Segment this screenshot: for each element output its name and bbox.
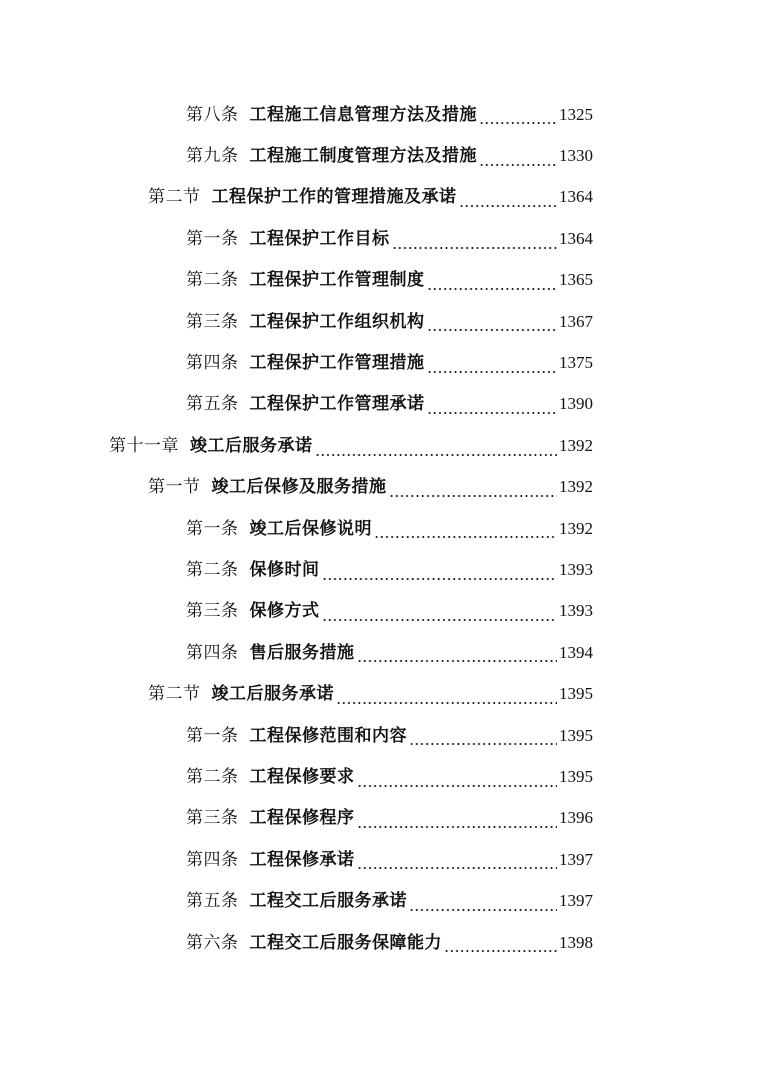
toc-entry-page: 1396 (559, 808, 593, 828)
toc-entry-number: 第五条 (186, 891, 239, 912)
toc-entry-page: 1364 (559, 228, 593, 248)
toc-entry-page: 1375 (559, 353, 593, 373)
toc-leader-dots (374, 535, 557, 539)
toc-entry-title: 竣工后服务承诺 (190, 435, 313, 456)
toc-entry-title: 工程保修程序 (249, 808, 355, 829)
toc-entry-title: 竣工后保修说明 (249, 518, 372, 539)
toc-leader-dots (322, 577, 558, 581)
toc-entry-page: 1398 (559, 932, 593, 952)
toc-leader-dots (336, 701, 557, 705)
toc-entry[interactable] (0, 94, 761, 135)
toc-entry-title: 工程保护工作的管理措施及承诺 (211, 187, 457, 208)
toc-entry[interactable] (0, 218, 761, 259)
toc-entry-title: 工程施工信息管理方法及措施 (249, 104, 477, 125)
toc-entry-number: 第二节 (148, 684, 201, 705)
toc-entry-title: 工程保护工作目标 (249, 228, 390, 249)
toc-entry[interactable] (0, 135, 761, 176)
toc-entry-number: 第二条 (186, 270, 239, 291)
toc-entry-number: 第三条 (186, 808, 239, 829)
toc-leader-dots (427, 370, 558, 374)
toc-entry-title: 竣工后保修及服务措施 (211, 477, 387, 498)
toc-entry-number: 第三条 (186, 311, 239, 332)
toc-leader-dots (357, 825, 558, 829)
toc-entry-number: 第六条 (186, 932, 239, 953)
toc-entry-number: 第四条 (186, 353, 239, 374)
toc-entry-page: 1390 (559, 394, 593, 414)
toc-entry-title: 保修方式 (249, 601, 320, 622)
toc-entry-number: 第二条 (186, 559, 239, 580)
toc-leader-dots (427, 287, 558, 291)
toc-entry[interactable] (0, 425, 761, 466)
toc-entry-title: 工程施工制度管理方法及措施 (249, 146, 477, 167)
toc-entry-page: 1367 (559, 311, 593, 331)
toc-entry[interactable] (0, 342, 761, 383)
toc-entry[interactable] (0, 839, 761, 880)
toc-entry[interactable] (0, 301, 761, 342)
toc-entry-page: 1397 (559, 891, 593, 911)
toc-leader-dots (427, 411, 558, 415)
toc-entry-page: 1364 (559, 187, 593, 207)
toc-leader-dots (409, 908, 557, 912)
toc-entry[interactable] (0, 673, 761, 714)
toc-entry-number: 第九条 (186, 146, 239, 167)
toc-entry-page: 1394 (559, 642, 593, 662)
toc-entry-page: 1393 (559, 601, 593, 621)
toc-entry[interactable] (0, 756, 761, 797)
toc-entry-title: 工程交工后服务保障能力 (249, 932, 442, 953)
toc-entry-number: 第四条 (186, 642, 239, 663)
toc-entry[interactable] (0, 467, 761, 508)
toc-leader-dots (389, 494, 558, 498)
toc-leader-dots (409, 742, 557, 746)
toc-entry[interactable] (0, 384, 761, 425)
toc-entry-page: 1392 (559, 477, 593, 497)
toc-entry-title: 竣工后服务承诺 (211, 684, 334, 705)
toc-entry[interactable] (0, 922, 761, 963)
toc-entry-page: 1392 (559, 435, 593, 455)
toc-leader-dots (392, 246, 558, 250)
toc-entry-title: 售后服务措施 (249, 642, 355, 663)
toc-entry-title: 工程保修要求 (249, 766, 355, 787)
toc-entry-page: 1330 (559, 146, 593, 166)
toc-leader-dots (322, 618, 558, 622)
toc-entry[interactable] (0, 880, 761, 921)
toc-leader-dots (315, 453, 558, 457)
toc-entry-page: 1365 (559, 270, 593, 290)
toc-entry[interactable] (0, 508, 761, 549)
toc-leader-dots (459, 204, 558, 208)
toc-entry-title: 保修时间 (249, 559, 320, 580)
toc-entry-number: 第三条 (186, 601, 239, 622)
toc-entry-page: 1393 (559, 559, 593, 579)
toc-entry-title: 工程交工后服务承诺 (249, 891, 407, 912)
toc-entry-number: 第二条 (186, 766, 239, 787)
toc-entry-number: 第十一章 (109, 435, 179, 456)
toc-entry-page: 1392 (559, 518, 593, 538)
toc-leader-dots (357, 659, 558, 663)
toc-entry-page: 1395 (559, 766, 593, 786)
toc-entry-title: 工程保修承诺 (249, 849, 355, 870)
toc-entry-number: 第四条 (186, 849, 239, 870)
toc-entry-title: 工程保修范围和内容 (249, 725, 407, 746)
toc-leader-dots (479, 121, 557, 125)
toc-entry[interactable] (0, 260, 761, 301)
toc-entry-number: 第二节 (148, 187, 201, 208)
toc-entry[interactable] (0, 715, 761, 756)
toc-entry-page: 1397 (559, 849, 593, 869)
toc-entry-number: 第八条 (186, 104, 239, 125)
toc-leader-dots (444, 949, 557, 953)
toc-entry[interactable] (0, 798, 761, 839)
toc-entry[interactable] (0, 591, 761, 632)
toc-leader-dots (357, 784, 558, 788)
toc-entry-page: 1325 (559, 104, 593, 124)
toc-leader-dots (357, 866, 558, 870)
toc-entry-title: 工程保护工作管理制度 (249, 270, 425, 291)
toc-entry-number: 第五条 (186, 394, 239, 415)
toc-entry-number: 第一节 (148, 477, 201, 498)
toc-entry[interactable] (0, 177, 761, 218)
toc-entry-number: 第一条 (186, 228, 239, 249)
toc-entry[interactable] (0, 549, 761, 590)
toc-entry-page: 1395 (559, 684, 593, 704)
toc-entry-title: 工程保护工作管理承诺 (249, 394, 425, 415)
toc-entry-number: 第一条 (186, 518, 239, 539)
toc-entry-number: 第一条 (186, 725, 239, 746)
toc-entry-title: 工程保护工作组织机构 (249, 311, 425, 332)
toc-leader-dots (427, 328, 558, 332)
table-of-contents (0, 94, 761, 963)
toc-entry-page: 1395 (559, 725, 593, 745)
toc-entry[interactable] (0, 632, 761, 673)
toc-entry-title: 工程保护工作管理措施 (249, 353, 425, 374)
toc-leader-dots (479, 163, 557, 167)
